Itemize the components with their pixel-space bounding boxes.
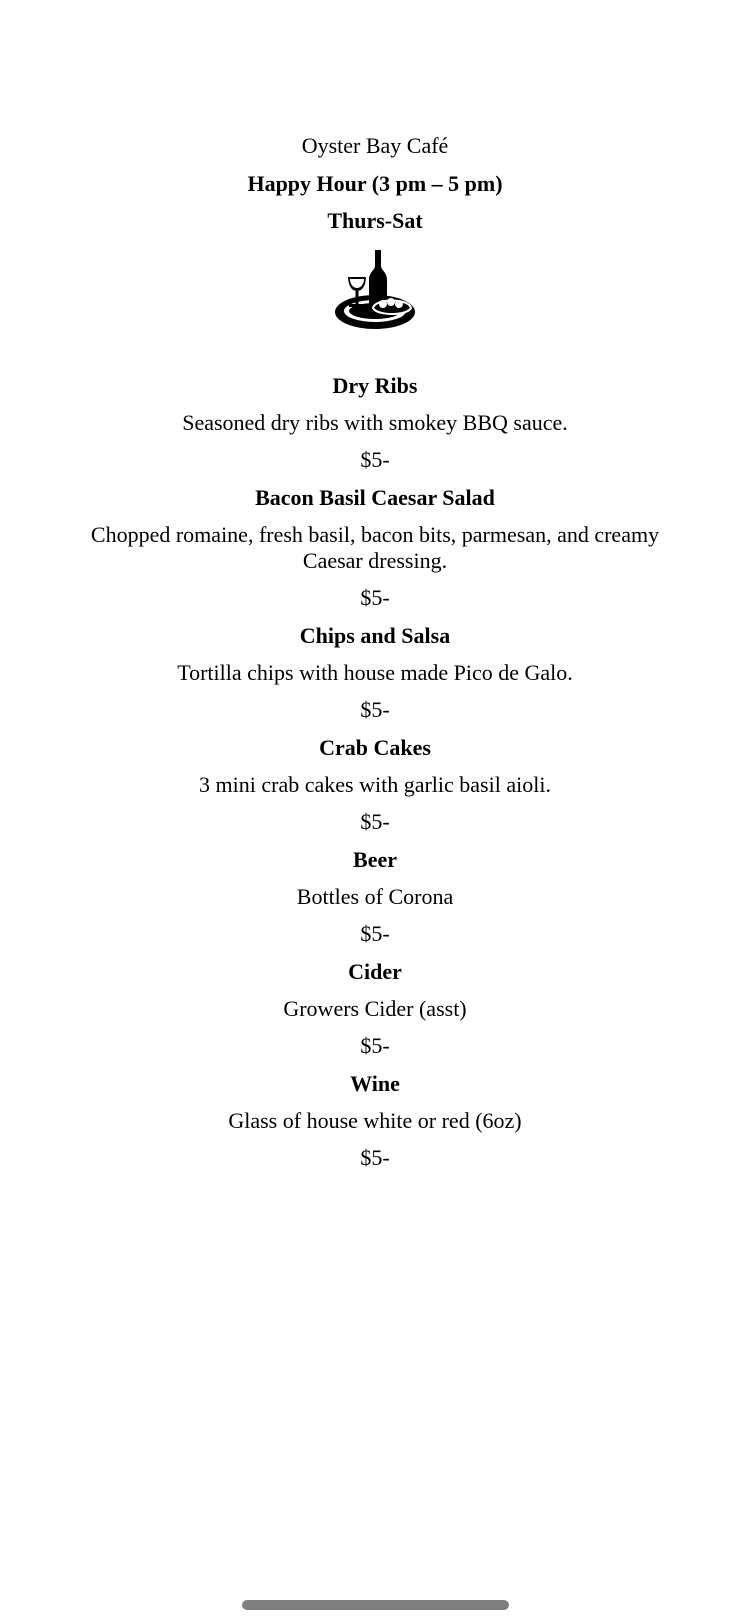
menu-item: [0, 846, 750, 948]
item-name: Bacon Basil Caesar Salad: [255, 485, 495, 510]
item-price: $5-: [360, 1145, 390, 1170]
menu-item: [0, 734, 750, 836]
item-name: Dry Ribs: [332, 373, 418, 398]
item-name: Wine: [350, 1071, 400, 1096]
item-price: $5-: [360, 809, 390, 834]
item-price: $5-: [360, 921, 390, 946]
days-label: Thurs-Sat: [327, 208, 423, 233]
item-price: $5-: [360, 1033, 390, 1058]
item-name: Cider: [348, 959, 402, 984]
home-indicator[interactable]: [242, 1600, 509, 1610]
item-name: Chips and Salsa: [299, 623, 451, 648]
menu-item: [0, 484, 750, 612]
item-price: $5-: [360, 585, 390, 610]
item-price: $5-: [360, 697, 390, 722]
item-name: Beer: [353, 847, 397, 872]
item-description: Bottles of Corona: [296, 884, 454, 909]
item-price: $5-: [360, 447, 390, 472]
item-description: Growers Cider (asst): [283, 996, 467, 1021]
menu-item: [0, 372, 750, 474]
item-description: Tortilla chips with house made Pico de Galo.: [177, 660, 573, 685]
item-description: Seasoned dry ribs with smokey BBQ sauce.: [182, 410, 568, 435]
restaurant-name: Oyster Bay Café: [301, 133, 449, 158]
happy-hour-title: Happy Hour (3 pm – 5 pm): [247, 171, 503, 196]
menu-item: [0, 958, 750, 1060]
item-description: 3 mini crab cakes with garlic basil aioli.: [199, 772, 551, 797]
item-description: Glass of house white or red (6oz): [228, 1108, 522, 1133]
item-name: Crab Cakes: [319, 735, 431, 760]
menu-item: [0, 1070, 750, 1172]
menu-item: [0, 622, 750, 724]
wine-bottle-glass-tray-icon: [333, 246, 417, 334]
menu-list: [0, 372, 750, 1172]
item-description: Chopped romaine, fresh basil, bacon bits, parmesan, and creamy Caesar dressing.: [90, 522, 660, 573]
